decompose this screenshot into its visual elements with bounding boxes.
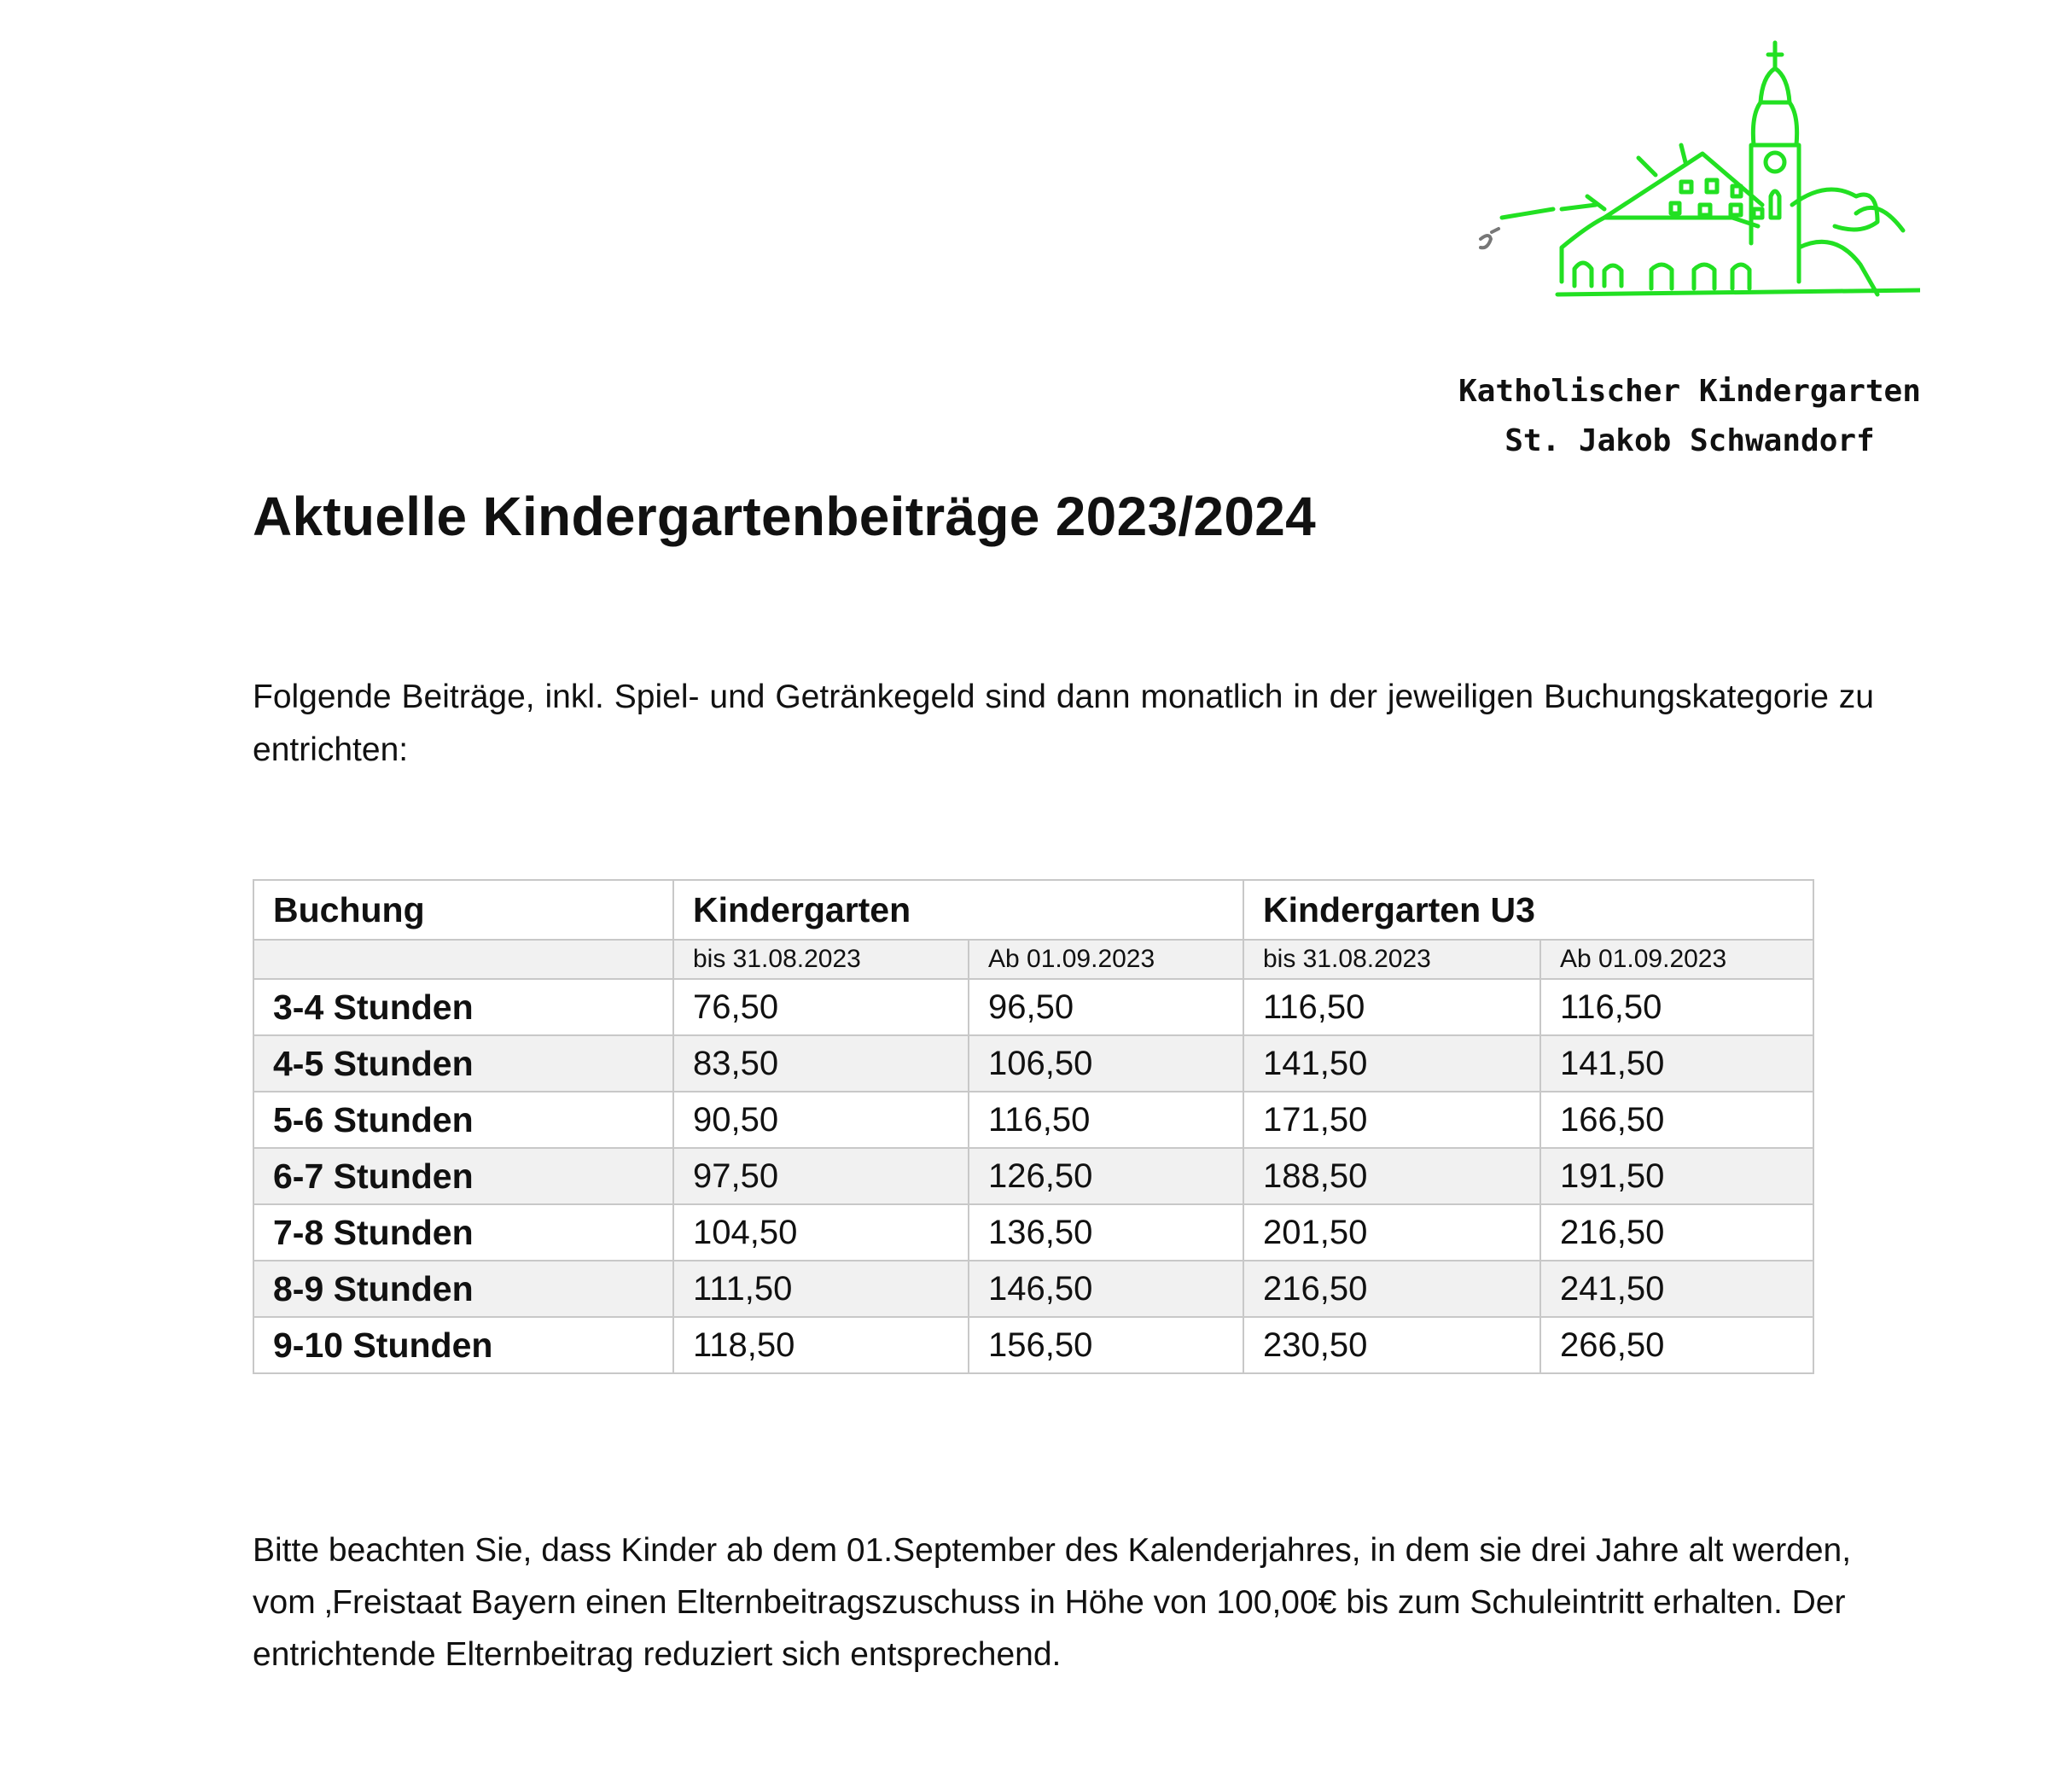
cell-kg-old: 111,50: [673, 1261, 969, 1317]
subheader-kg-old: bis 31.08.2023: [673, 940, 969, 979]
cell-kg-new: 116,50: [969, 1092, 1243, 1148]
table-row: [253, 1204, 1813, 1261]
cell-u3-old: 216,50: [1243, 1261, 1540, 1317]
cell-u3-old: 116,50: [1243, 979, 1540, 1035]
cell-u3-old: 171,50: [1243, 1092, 1540, 1148]
cell-kg-old: 104,50: [673, 1204, 969, 1261]
organization-name: [1451, 367, 1929, 466]
header-booking: Buchung: [253, 880, 673, 940]
row-label: 3-4 Stunden: [253, 979, 673, 1035]
church-kindergarten-sketch-icon: [1476, 34, 1920, 341]
cell-u3-old: 188,50: [1243, 1148, 1540, 1204]
cell-u3-new: 241,50: [1540, 1261, 1813, 1317]
cell-u3-new: 191,50: [1540, 1148, 1813, 1204]
table-row: [253, 1148, 1813, 1204]
header-kindergarten: Kindergarten: [673, 880, 1243, 940]
cell-u3-new: 266,50: [1540, 1317, 1813, 1373]
table-row: [253, 1035, 1813, 1092]
cell-kg-new: 156,50: [969, 1317, 1243, 1373]
cell-kg-old: 97,50: [673, 1148, 969, 1204]
subheader-kg-new: Ab 01.09.2023: [969, 940, 1243, 979]
cell-kg-new: 136,50: [969, 1204, 1243, 1261]
table-row: [253, 1261, 1813, 1317]
row-label: 9-10 Stunden: [253, 1317, 673, 1373]
table-subheader-row: [253, 940, 1813, 979]
cell-kg-new: 96,50: [969, 979, 1243, 1035]
cell-kg-old: 83,50: [673, 1035, 969, 1092]
cell-u3-new: 216,50: [1540, 1204, 1813, 1261]
cell-u3-old: 201,50: [1243, 1204, 1540, 1261]
subheader-u3-new: Ab 01.09.2023: [1540, 940, 1813, 979]
subheader-empty: [253, 940, 673, 979]
row-label: 8-9 Stunden: [253, 1261, 673, 1317]
table-row: [253, 979, 1813, 1035]
cell-kg-new: 146,50: [969, 1261, 1243, 1317]
row-label: 4-5 Stunden: [253, 1035, 673, 1092]
org-name-line1: Katholischer Kindergarten: [1458, 374, 1921, 409]
page-title: Aktuelle Kindergartenbeiträge 2023/2024: [253, 486, 1317, 547]
cell-u3-old: 141,50: [1243, 1035, 1540, 1092]
row-label: 6-7 Stunden: [253, 1148, 673, 1204]
row-label: 7-8 Stunden: [253, 1204, 673, 1261]
cell-kg-old: 76,50: [673, 979, 969, 1035]
subsidy-note: Bitte beachten Sie, dass Kinder ab dem 01.September des Kalenderjahres, in dem sie drei Jahre alt werden, vom ‚Freistaat Bayern einen Elternbeitragszuschuss in Höhe von 100,00€ bis zum Schuleintritt erhalten. Der entrichtende Elternbeitrag reduziert sich entsprechend.: [253, 1532, 1852, 1673]
table-row: [253, 1317, 1813, 1373]
cell-u3-new: 166,50: [1540, 1092, 1813, 1148]
cell-u3-new: 141,50: [1540, 1035, 1813, 1092]
cell-kg-new: 126,50: [969, 1148, 1243, 1204]
subheader-u3-old: bis 31.08.2023: [1243, 940, 1540, 979]
intro-paragraph: Folgende Beiträge, inkl. Spiel- und Getränkegeld sind dann monatlich in der jeweiligen Buchungskategorie zu entrichten:: [253, 679, 1874, 768]
cell-kg-old: 90,50: [673, 1092, 969, 1148]
table-header-row: [253, 880, 1813, 940]
cell-u3-new: 116,50: [1540, 979, 1813, 1035]
cell-kg-new: 106,50: [969, 1035, 1243, 1092]
row-label: 5-6 Stunden: [253, 1092, 673, 1148]
org-name-line2: St. Jakob Schwandorf: [1505, 423, 1875, 458]
table-row: [253, 1092, 1813, 1148]
header-kindergarten-u3: Kindergarten U3: [1243, 880, 1813, 940]
cell-kg-old: 118,50: [673, 1317, 969, 1373]
cell-u3-old: 230,50: [1243, 1317, 1540, 1373]
fee-table: [253, 879, 1814, 1374]
